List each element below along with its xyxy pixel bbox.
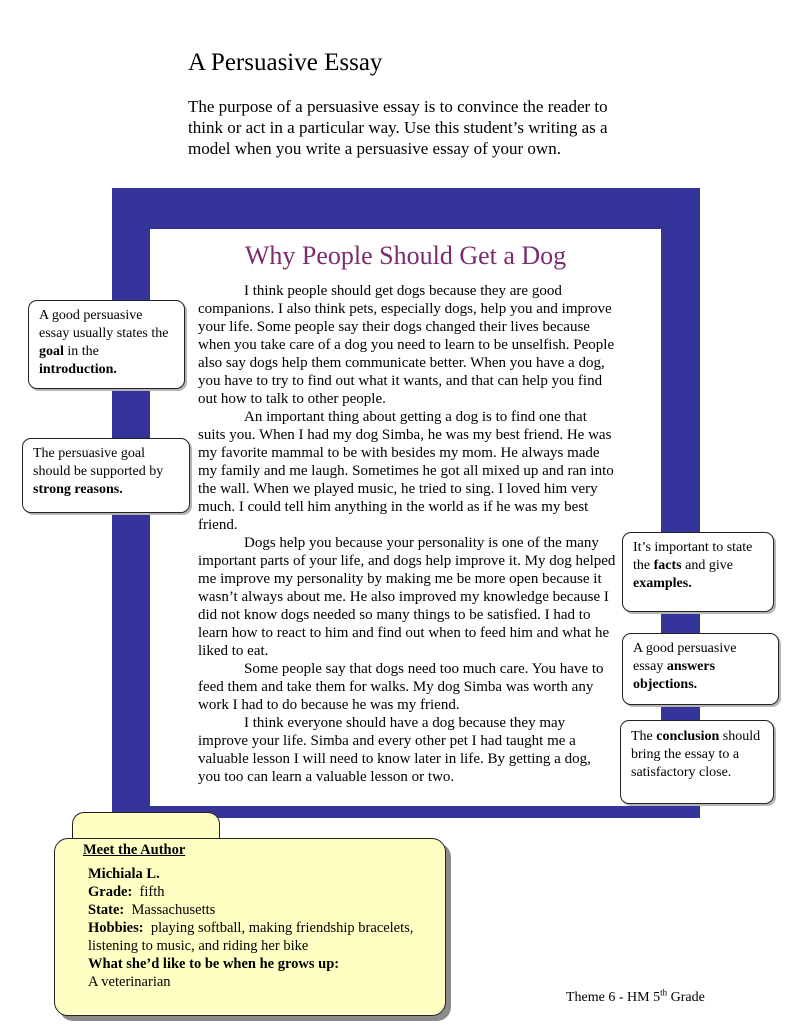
author-card xyxy=(54,838,446,1016)
callout-text: A good persuasive essay xyxy=(633,641,737,674)
page-footer xyxy=(566,989,705,1007)
hobbies-value: playing softball, making friendship bracelets, listening to music, and riding her bike xyxy=(88,920,414,954)
author-details xyxy=(88,865,438,991)
callout-text: and give xyxy=(681,558,733,573)
callout-objections xyxy=(622,633,779,705)
grade-value: fifth xyxy=(139,884,165,900)
state-label: State: xyxy=(88,902,125,918)
essay-title: Why People Should Get a Dog xyxy=(244,241,567,270)
callout-emphasis: introduction. xyxy=(39,362,117,377)
callout-text: The xyxy=(631,729,657,744)
essay-paragraph-introduction: I think people should get dogs because they are good companions. I also think pets, especially dogs, help you and improve your life. Some people say their dogs changed their lives because when you take care of a dog you need to learn to be unselfish. People also say dogs help them communicate better. When you have a dog, you have to try to find out what it wants, and that can help you find out how to talk to other people. xyxy=(198,283,615,407)
footer-superscript: th xyxy=(660,987,668,998)
callout-conclusion xyxy=(620,720,774,804)
callout-emphasis: facts xyxy=(653,558,682,573)
callout-emphasis: examples. xyxy=(633,576,692,591)
callout-facts xyxy=(622,532,774,612)
callout-emphasis: answers objections. xyxy=(633,659,716,692)
callout-text: The persuasive goal should be supported by xyxy=(33,446,164,479)
callout-emphasis: strong reasons. xyxy=(33,482,123,497)
callout-reasons xyxy=(22,438,190,513)
callout-emphasis: goal xyxy=(39,344,64,359)
hobbies-label: Hobbies: xyxy=(88,920,144,936)
callout-text: It’s important to state the xyxy=(633,540,753,573)
state-value: Massachusetts xyxy=(131,902,216,918)
essay-paragraph-conclusion: I think everyone should have a dog because they may improve your life. Simba and every other pet I had taught me a valuable lesson I will need to know later in life. By getting a dog, you too can learn a valuable lesson or two. xyxy=(198,715,591,785)
essay-paragraph-objection: Some people say that dogs need too much care. You have to feed them and take them for walks. My dog Simba was worth any work I had to do because he was my friend. xyxy=(198,661,604,713)
footer-text: Theme 6 - HM 5 xyxy=(566,990,661,1005)
essay-body xyxy=(198,282,616,786)
essay-paragraph-facts: Dogs help you because your personality is one of the many important parts of your life, and dogs help improve it. My dog helped me improve my personality by making me be more open because it wasn’t always about me. He also improved my knowledge because I did not know dogs needed so many things to be satisfied. I had to learn how to react to him and find out when to feed him and what he liked to eat. xyxy=(198,535,616,659)
author-name: Michiala L. xyxy=(88,866,160,882)
callout-text: in the xyxy=(63,344,99,359)
callout-emphasis: conclusion xyxy=(656,729,720,744)
essay-paragraph-reason: An important thing about getting a dog is to find one that suits you. When I had my dog Simba, he was my best friend. He was my favorite mammal to be with besides my mom. He always made my family and me laugh. Sometimes he got all mixed up and ran into the wall. When we played music, he tried to sing. I loved him very much. I could tell him anything in the world as if he was my best friend. xyxy=(198,409,614,533)
intro-paragraph: The purpose of a persuasive essay is to convince the reader to think or act in a particular way. Use this student’s writing as a model when you write a persuasive essay of your own. xyxy=(188,97,608,158)
callout-text: A good persuasive essay usually states the xyxy=(39,308,169,341)
callout-text: should bring the essay to a satisfactory close. xyxy=(631,729,761,780)
page-title: A Persuasive Essay xyxy=(188,49,383,76)
grade-label: Grade: xyxy=(88,884,133,900)
career-value: A veterinarian xyxy=(88,974,171,990)
author-heading: Meet the Author xyxy=(83,842,186,858)
footer-text: Grade xyxy=(667,990,705,1005)
career-label: What she’d like to be when he grows up: xyxy=(88,956,340,972)
callout-goal xyxy=(28,300,185,389)
